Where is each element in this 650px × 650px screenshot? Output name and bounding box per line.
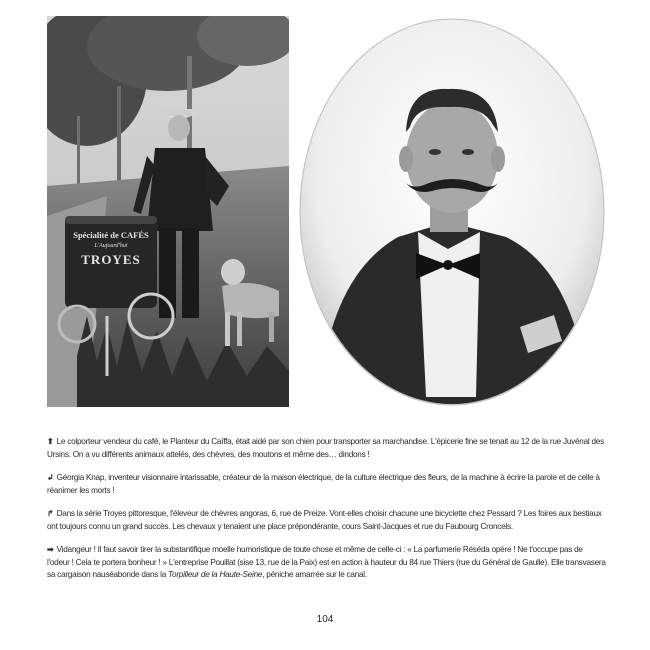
caption-boat-name: Torpilleur de la Haute-Seine [168,570,263,579]
arrow-up-icon: ⬆ [47,437,54,446]
arrow-up-right-icon: ↱ [47,509,54,518]
cart-sign-city: TROYES [81,252,141,267]
captions-block [47,436,607,593]
photo-coffee-peddler-image [47,16,289,407]
caption-text-end: , péniche amarrée sur le canal. [262,570,367,579]
caption-text: Vidangeur ! Il faut savoir tirer la substantifique moelle humoristique de toute chose et même de celle-ci : « La parfumerie Réséda opère ! Ne t'occupe pas de l'odeur ! Cela te portera bonheur ! » L'entreprise Pouillat (sise 13, rue de la Paix) est en action à hauteur du 84 rue Thiers (rue du Général de Gaulle). Elle transvasera sa cargaison nauséabonde dans la [47,545,606,579]
cart-sign-line2: L'Aujourd'hui [94,243,128,249]
portrait-oval-image [298,17,606,407]
caption-text: Dans la série Troyes pittoresque, l'éleveur de chèvres angoras, 6, rue de Preize. Vont-elles choisir chacune une bicyclette chez Pessard ? Les foires aux bestiaux ont toujours connu un grand succès. Les chevaux y tenaient une place prépondérante, cours Saint-Jacques et rue du Faubourg Croncels. [47,509,602,531]
caption-georgia-knap [47,472,607,497]
photo-coffee-peddler [47,16,289,407]
caption-coffee-peddler [47,436,607,461]
page-number: 104 [316,614,334,625]
arrow-right-icon: ➡ [47,545,54,554]
caption-text: Géorgia Knap, inventeur visionnaire intarissable, créateur de la maison électrique, de la culture électrique des fleurs, de la machine à écrire la parole et de celle à réanimer les morts ! [47,473,600,495]
cart-sign-line1: Spécialité de CAFÉS [73,230,149,240]
portrait-georgia-knap [298,17,606,407]
cart-sign [67,230,155,269]
caption-text: Le colporteur vendeur du café, le Planteur du Caïffa, était aidé par son chien pour transporter sa marchandise. L'épicerie fine se tenait au 12 de la rue Juvénal des Ursins. On a vu différents animaux attelés, des chèvres, des moutons et même des… dindons ! [47,437,604,459]
caption-goat-breeder [47,508,607,533]
arrow-down-left-icon: ↲ [47,473,54,482]
caption-vidangeur [47,544,607,582]
